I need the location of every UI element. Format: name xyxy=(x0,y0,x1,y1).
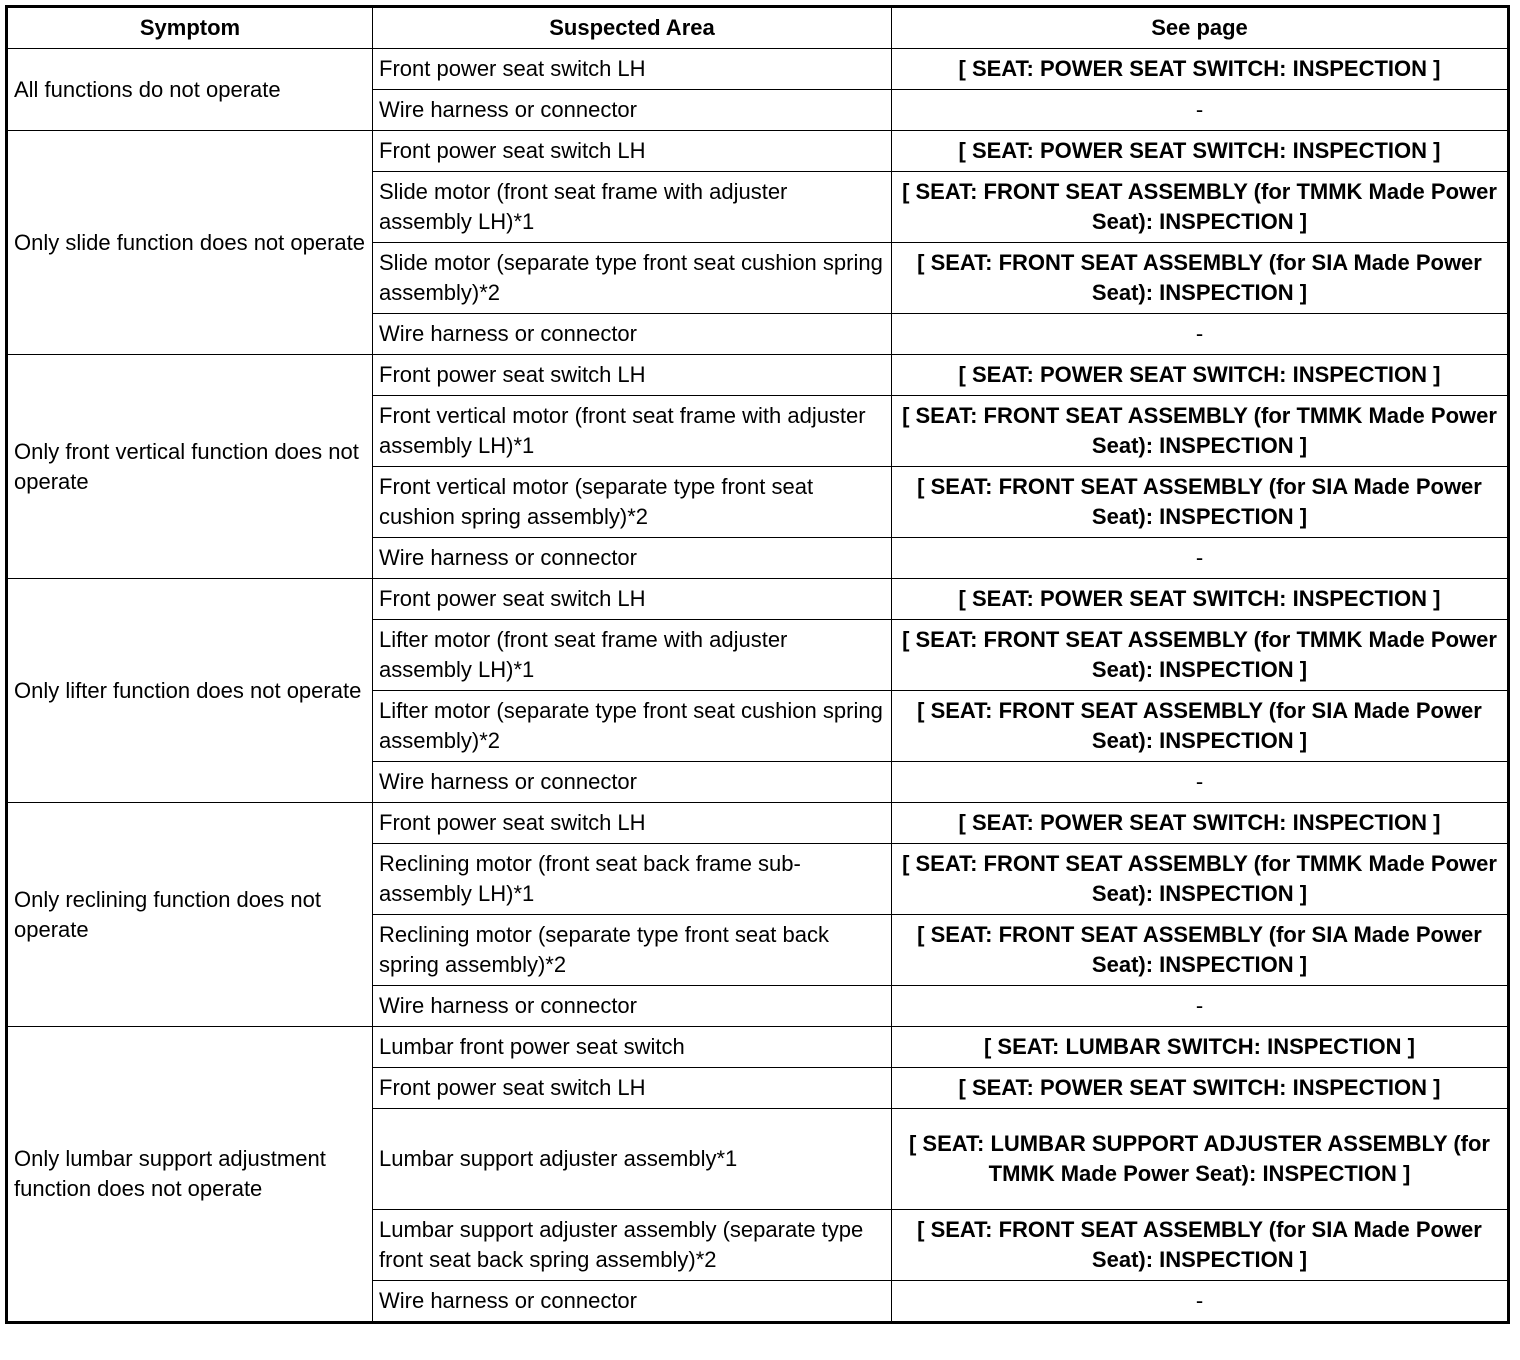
suspected-area-cell: Wire harness or connector xyxy=(373,90,892,131)
see-page-cell: [ SEAT: POWER SEAT SWITCH: INSPECTION ] xyxy=(892,1068,1509,1109)
suspected-area-cell: Reclining motor (front seat back frame sub-assembly LH)*1 xyxy=(373,844,892,915)
header-symptom: Symptom xyxy=(7,7,373,49)
see-page-cell: [ SEAT: FRONT SEAT ASSEMBLY (for SIA Made Power Seat): INSPECTION ] xyxy=(892,243,1509,314)
see-page-cell: - xyxy=(892,538,1509,579)
header-suspected-area: Suspected Area xyxy=(373,7,892,49)
suspected-area-cell: Front power seat switch LH xyxy=(373,803,892,844)
symptom-cell: All functions do not operate xyxy=(7,49,373,131)
suspected-area-cell: Lifter motor (separate type front seat cushion spring assembly)*2 xyxy=(373,691,892,762)
see-page-cell: [ SEAT: FRONT SEAT ASSEMBLY (for SIA Made Power Seat): INSPECTION ] xyxy=(892,1210,1509,1281)
suspected-area-cell: Lumbar front power seat switch xyxy=(373,1027,892,1068)
table-row xyxy=(7,803,1509,844)
see-page-cell: [ SEAT: POWER SEAT SWITCH: INSPECTION ] xyxy=(892,131,1509,172)
symptom-cell: Only lifter function does not operate xyxy=(7,579,373,803)
suspected-area-cell: Front power seat switch LH xyxy=(373,131,892,172)
table-row xyxy=(7,131,1509,172)
see-page-cell: - xyxy=(892,314,1509,355)
suspected-area-cell: Front power seat switch LH xyxy=(373,355,892,396)
see-page-cell: [ SEAT: LUMBAR SUPPORT ADJUSTER ASSEMBLY (for TMMK Made Power Seat): INSPECTION ] xyxy=(892,1109,1509,1210)
suspected-area-cell: Slide motor (front seat frame with adjuster assembly LH)*1 xyxy=(373,172,892,243)
see-page-cell: [ SEAT: POWER SEAT SWITCH: INSPECTION ] xyxy=(892,49,1509,90)
suspected-area-cell: Front vertical motor (separate type front seat cushion spring assembly)*2 xyxy=(373,467,892,538)
table-row xyxy=(7,1027,1509,1068)
see-page-cell: [ SEAT: FRONT SEAT ASSEMBLY (for SIA Made Power Seat): INSPECTION ] xyxy=(892,467,1509,538)
suspected-area-cell: Wire harness or connector xyxy=(373,762,892,803)
header-row xyxy=(7,7,1509,49)
suspected-area-cell: Wire harness or connector xyxy=(373,1281,892,1323)
see-page-cell: [ SEAT: FRONT SEAT ASSEMBLY (for TMMK Made Power Seat): INSPECTION ] xyxy=(892,844,1509,915)
suspected-area-cell: Wire harness or connector xyxy=(373,314,892,355)
see-page-cell: [ SEAT: LUMBAR SWITCH: INSPECTION ] xyxy=(892,1027,1509,1068)
suspected-area-cell: Lumbar support adjuster assembly (separate type front seat back spring assembly)*2 xyxy=(373,1210,892,1281)
suspected-area-cell: Front power seat switch LH xyxy=(373,579,892,620)
table-row xyxy=(7,355,1509,396)
symptom-cell: Only lumbar support adjustment function does not operate xyxy=(7,1027,373,1323)
suspected-area-cell: Lifter motor (front seat frame with adjuster assembly LH)*1 xyxy=(373,620,892,691)
see-page-cell: [ SEAT: FRONT SEAT ASSEMBLY (for TMMK Made Power Seat): INSPECTION ] xyxy=(892,172,1509,243)
suspected-area-cell: Front vertical motor (front seat frame with adjuster assembly LH)*1 xyxy=(373,396,892,467)
suspected-area-cell: Slide motor (separate type front seat cushion spring assembly)*2 xyxy=(373,243,892,314)
header-see-page: See page xyxy=(892,7,1509,49)
symptom-cell: Only slide function does not operate xyxy=(7,131,373,355)
see-page-cell: [ SEAT: POWER SEAT SWITCH: INSPECTION ] xyxy=(892,803,1509,844)
symptom-cell: Only reclining function does not operate xyxy=(7,803,373,1027)
see-page-cell: - xyxy=(892,1281,1509,1323)
troubleshooting-table xyxy=(5,5,1510,1324)
see-page-cell: [ SEAT: FRONT SEAT ASSEMBLY (for TMMK Made Power Seat): INSPECTION ] xyxy=(892,620,1509,691)
symptom-cell: Only front vertical function does not operate xyxy=(7,355,373,579)
see-page-cell: [ SEAT: POWER SEAT SWITCH: INSPECTION ] xyxy=(892,579,1509,620)
see-page-cell: [ SEAT: FRONT SEAT ASSEMBLY (for TMMK Made Power Seat): INSPECTION ] xyxy=(892,396,1509,467)
see-page-cell: - xyxy=(892,762,1509,803)
suspected-area-cell: Wire harness or connector xyxy=(373,538,892,579)
table-row xyxy=(7,49,1509,90)
see-page-cell: [ SEAT: POWER SEAT SWITCH: INSPECTION ] xyxy=(892,355,1509,396)
suspected-area-cell: Wire harness or connector xyxy=(373,986,892,1027)
see-page-cell: - xyxy=(892,90,1509,131)
suspected-area-cell: Reclining motor (separate type front seat back spring assembly)*2 xyxy=(373,915,892,986)
suspected-area-cell: Lumbar support adjuster assembly*1 xyxy=(373,1109,892,1210)
suspected-area-cell: Front power seat switch LH xyxy=(373,1068,892,1109)
suspected-area-cell: Front power seat switch LH xyxy=(373,49,892,90)
see-page-cell: [ SEAT: FRONT SEAT ASSEMBLY (for SIA Made Power Seat): INSPECTION ] xyxy=(892,915,1509,986)
table-row xyxy=(7,579,1509,620)
see-page-cell: [ SEAT: FRONT SEAT ASSEMBLY (for SIA Made Power Seat): INSPECTION ] xyxy=(892,691,1509,762)
see-page-cell: - xyxy=(892,986,1509,1027)
